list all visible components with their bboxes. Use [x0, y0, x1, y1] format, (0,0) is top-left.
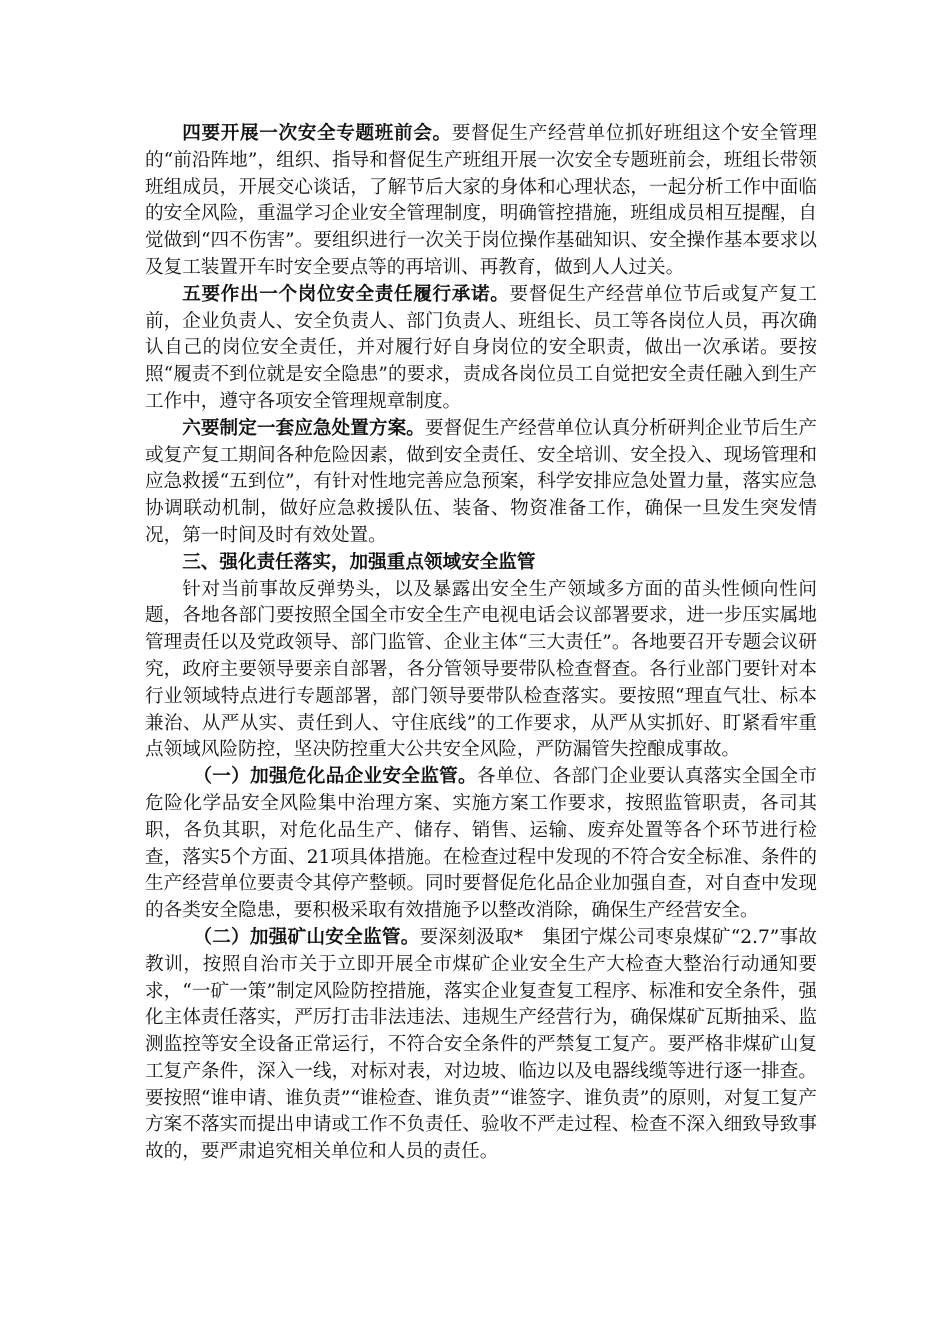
subsection-hazardous-chemicals — [145, 764, 817, 925]
paragraph-four — [145, 121, 817, 282]
subsection-lead: （一）加强危化品企业安全监管。 — [193, 766, 477, 788]
subsection-text: 要深刻汲取* 集团宁煤公司枣泉煤矿“2.7”事故教训，按照自治市关于立即开展全市煤矿企业安全生产大检查大整治行动通知要求，“一矿一策”制定风险防控措施，落实企业复查复工程序、标准和安全条件，强化主体责任落实，严厉打击非法违法、违规生产经营行为，确保煤矿瓦斯抽采、监测监控等安全设备正常运行，不符合安全条件的严禁复工复产。要严格非煤矿山复工复产条件，深入一线，对标对表，对边坡、临边以及电器线缆等进行逐一排查。要按照“谁申请、谁负责”“谁检查、谁负责”“谁签字、谁负责”的原则，对复工复产方案不落实而提出申请或工作不负责任、验收不严走过程、检查不深入细致导致事故的，要严肃追究相关单位和人员的责任。 — [145, 926, 817, 1163]
paragraph-text: 要督促生产经营单位认真分析研判企业节后生产或复产复工期间各种危险因素，做到安全责任、安全培训、安全投入、现场管理和应急救援“五到位”，有针对性地完善应急预案，科学安排应急处置力量，落实应急协调联动机制，做好应急救援队伍、装备、物资准备工作，确保一旦发生突发情况，第一时间及时有效处置。 — [145, 417, 817, 546]
section-heading: 三、强化责任落实，加强重点领域安全监管 — [182, 551, 536, 573]
document-body — [145, 121, 817, 1166]
paragraph-lead: 五要作出一个岗位安全责任履行承诺。 — [182, 283, 510, 305]
paragraph-text: 要督促生产经营单位抓好班组这个安全管理的“前沿阵地”，组织、指导和督促生产班组开展一次安全专题班前会，班组长带领班组成员，开展交心谈话，了解节后大家的身体和心理状态，一起分析工作中面临的安全风险，重温学习企业安全管理制度，明确管控措施，班组成员相互提醒，自觉做到“四不伤害”。要组织进行一次关于岗位操作基础知识、安全操作基本要求以及复工装置开车时安全要点等的再培训、再教育，做到人人过关。 — [145, 123, 817, 278]
paragraph-text: 要督促生产经营单位节后或复产复工前，企业负责人、安全负责人、部门负责人、班组长、员工等各岗位人员，再次确认自己的岗位安全责任，并对履行好自身岗位的安全职责，做出一次承诺。要按照“履责不到位就是安全隐患”的要求，责成各岗位员工自觉把安全责任融入到生产工作中，遵守各项安全管理规章制度。 — [145, 283, 817, 412]
subsection-text: 各单位、各部门企业要认真落实全国全市危险化学品安全风险集中治理方案、实施方案工作要求，按照监管职责，各司其职，各负其职，对危化品生产、储存、销售、运输、废弃处置等各个环节进行检查，落实5个方面、21项具体措施。在检查过程中发现的不符合安全标准、条件的生产经营单位要责令其停产整顿。同时要督促危化品企业加强自查，对自查中发现的各类安全隐患，要积极采取有效措施予以整改消除，确保生产经营安全。 — [145, 766, 817, 922]
paragraph-lead: 四要开展一次安全专题班前会。 — [182, 123, 452, 144]
subsection-lead: （二）加强矿山安全监管。 — [193, 926, 420, 948]
section-intro: 针对当前事故反弹势头，以及暴露出安全生产领域多方面的苗头性倾向性问题，各地各部门要按照全国全市安全生产电视电话会议部署要求，进一步压实属地管理责任以及党政领导、部门监管、企业主体“三大责任”。各地要召开专题会议研究，政府主要领导要亲自部署，各分管领导要带队检查督查。各行业部门要针对本行业领域特点进行专题部署，部门领导要带队检查落实。要按照“理直气壮、标本兼治、从严从实、责任到人、守住底线”的工作要求，从严从实抓好、盯紧看牢重点领域风险防控，坚决防控重大公共安全风险，严防漏管失控酿成事故。 — [145, 578, 817, 761]
paragraph-lead: 六要制定一套应急处置方案。 — [182, 417, 425, 439]
subsection-mine-safety — [145, 925, 817, 1166]
paragraph-six — [145, 416, 817, 550]
paragraph-five — [145, 282, 817, 416]
